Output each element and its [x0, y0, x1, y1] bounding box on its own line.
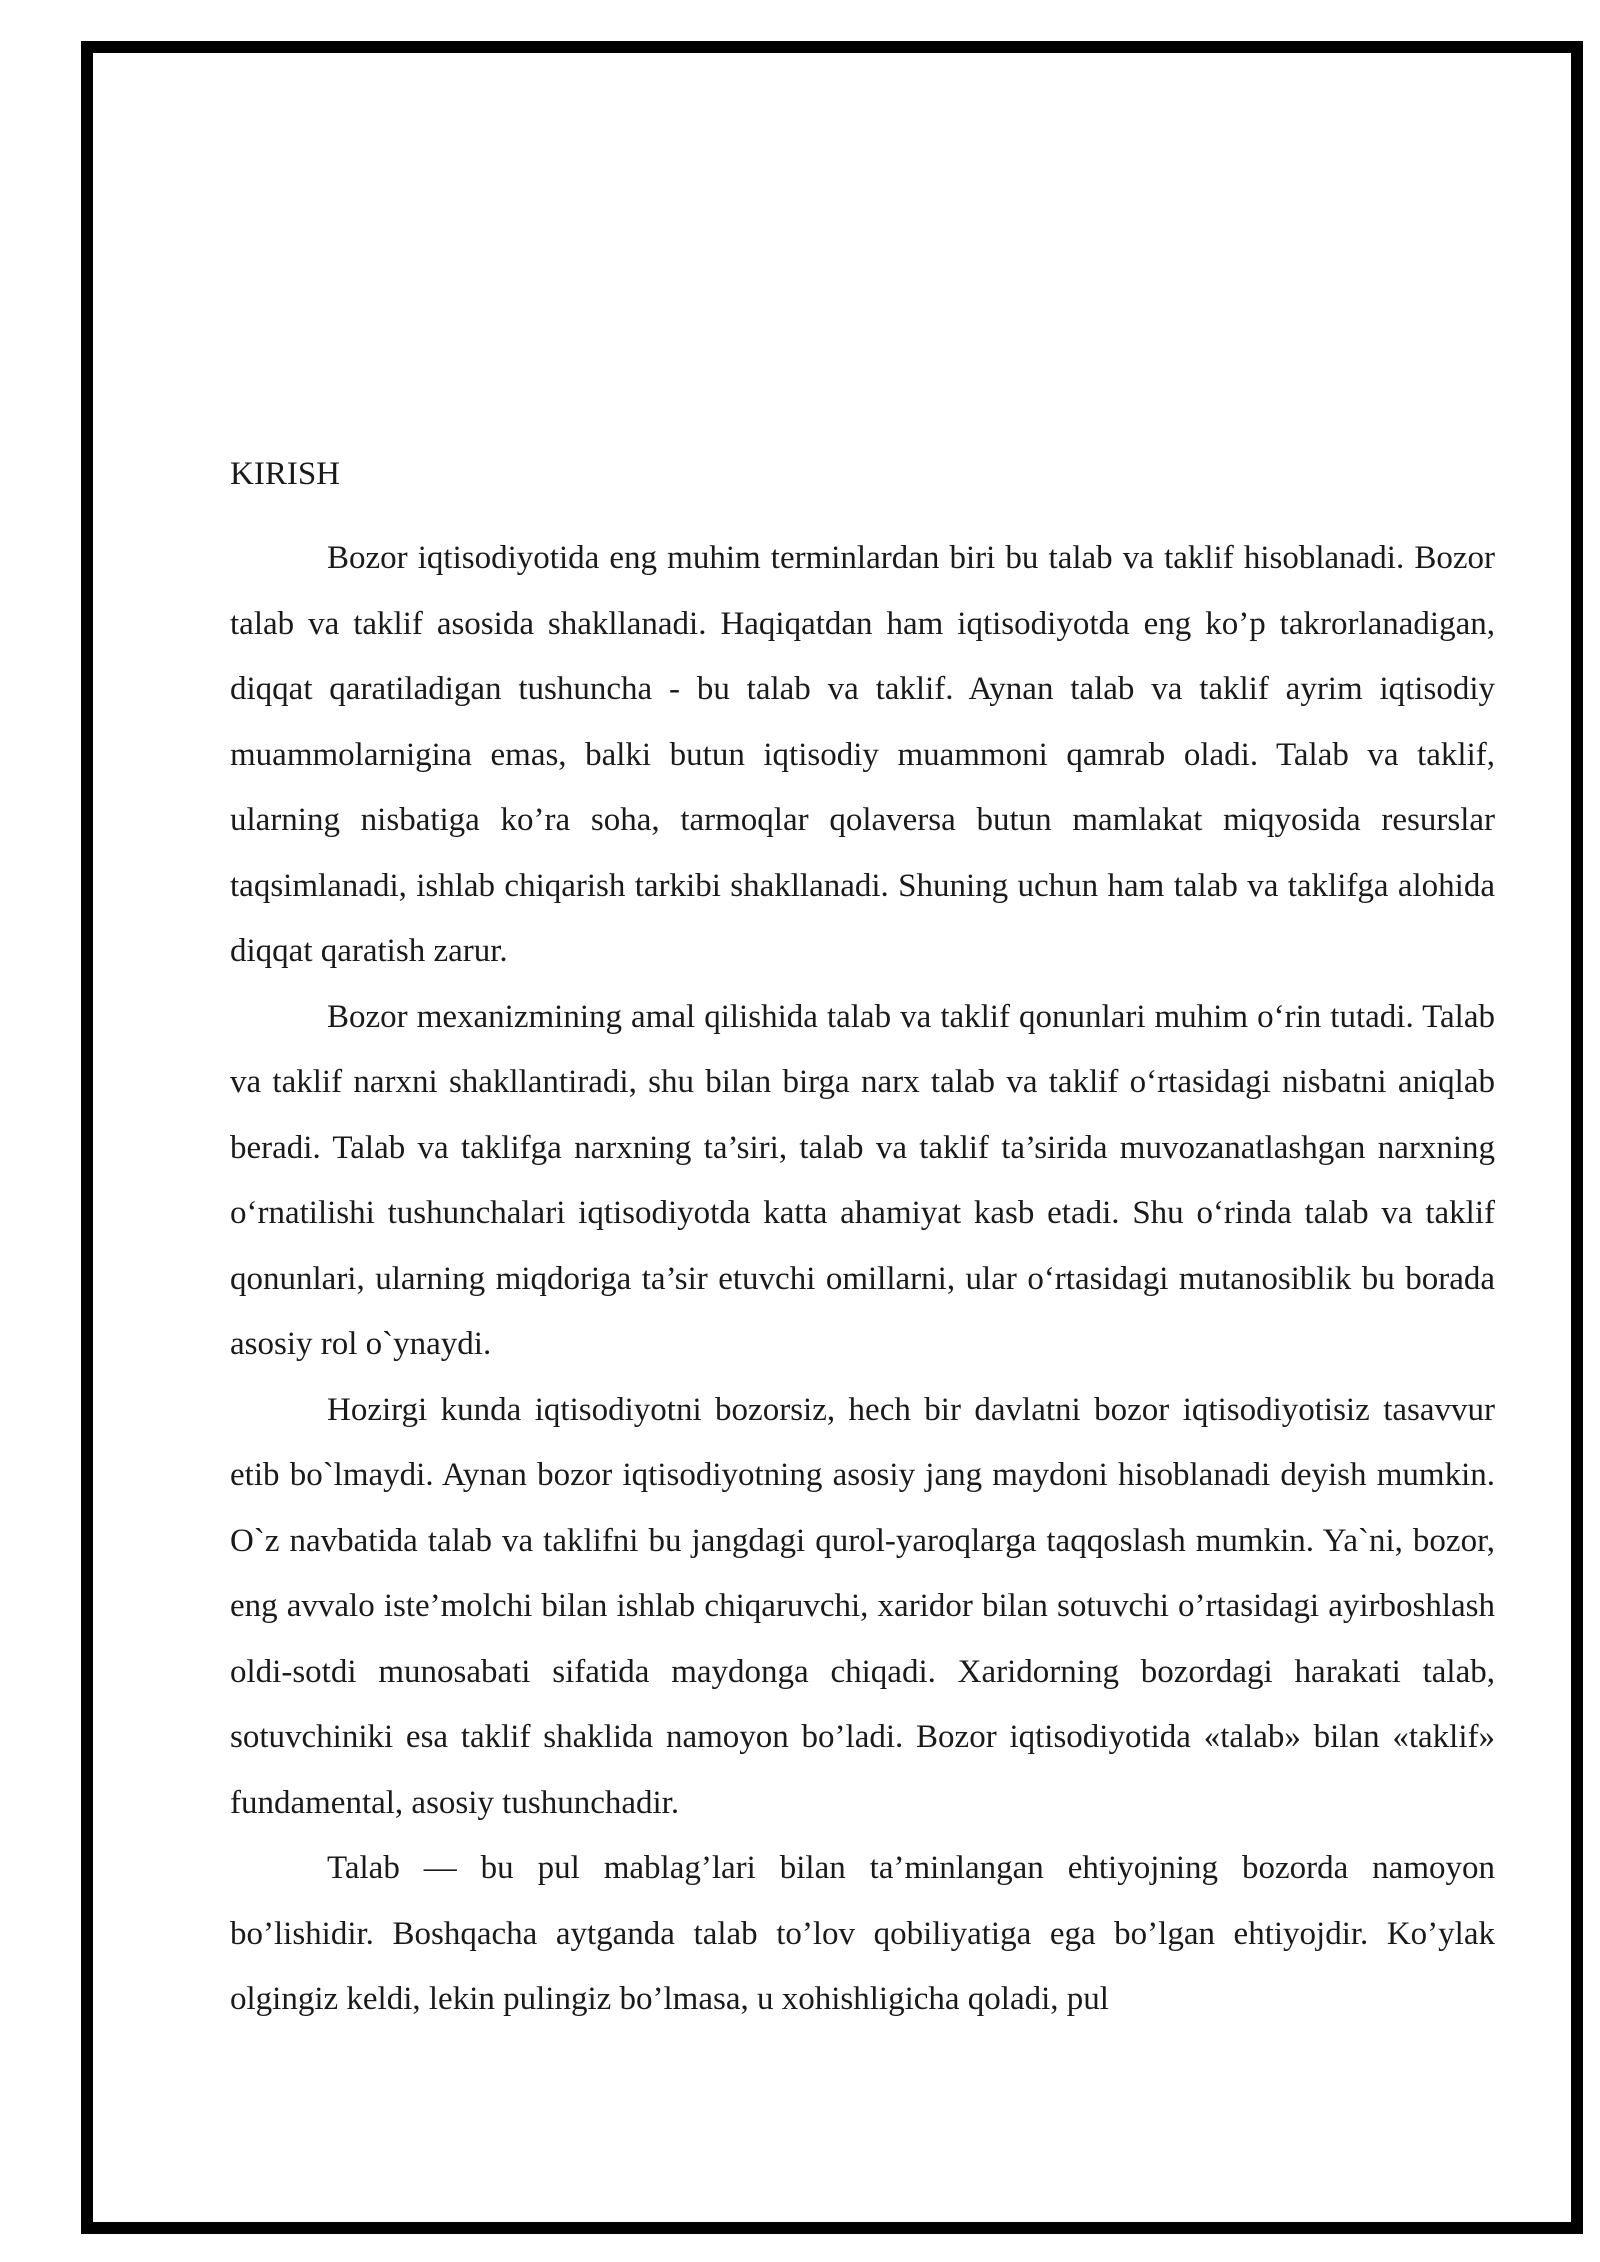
section-heading: KIRISH	[230, 456, 341, 492]
paragraph-3: Hozirgi kunda iqtisodiyotni bozorsiz, hech bir davlatni bozor iqtisodiyotisiz tasavvur etib bo`lmaydi. Aynan bozor iqtisodiyotning asosiy jang maydoni hisoblanadi deyish mumkin. O`z navbatida talab va taklifni bu jangdagi qurol-yaroqlarga taqqoslash mumkin. Ya`ni, bozor, eng avvalo iste’molchi bilan ishlab chiqaruvchi, xaridor bilan sotuvchi o’rtasidagi ayirboshlash oldi-sotdi munosabati sifatida maydonga chiqadi. Xaridorning bozordagi harakati talab, sotuvchiniki esa taklif shaklida namoyon bo’ladi. Bozor iqtisodiyotida «talab» bilan «taklif» fundamental, asosiy tushunchadir.	[230, 1391, 1495, 1821]
paragraph-4: Talab — bu pul mablag’lari bilan ta’minlangan ehtiyojning bozorda namoyon bo’lishidir. Boshqacha aytganda talab to’lov qobiliyatiga ega bo’lgan ehtiyojdir. Ko’ylak olgingiz keldi, lekin pulingiz bo’lmasa, u xohishligicha qoladi, pul	[230, 1850, 1495, 2017]
paragraph-1: Bozor iqtisodiyotida eng muhim terminlardan biri bu talab va taklif hisoblanadi. Bozor talab va taklif asosida shakllanadi. Haqiqatdan ham iqtisodiyotda eng ko’p takrorlanadigan, diqqat qaratiladigan tushuncha - bu talab va taklif. Aynan talab va taklif ayrim iqtisodiy muammolarnigina emas, balki butun iqtisodiy muammoni qamrab oladi. Talab va taklif, ularning nisbatiga ko’ra soha, tarmoqlar qolaversa butun mamlakat miqyosida resurslar taqsimlanadi, ishlab chiqarish tarkibi shakllanadi. Shuning uchun ham talab va taklifga alohida diqqat qaratish zarur.	[230, 540, 1495, 969]
document-body	[230, 450, 1495, 2033]
paragraph-2: Bozor mexanizmining amal qilishida talab va taklif qonunlari muhim o‘rin tutadi. Talab va taklif narxni shakllantiradi, shu bilan birga narx talab va taklif o‘rtasidagi nisbatni aniqlab beradi. Talab va taklifga narxning ta’siri, talab va taklif ta’sirida muvozanatlashgan narxning o‘rnatilishi tushunchalari iqtisodiyotda katta ahamiyat kasb etadi. Shu o‘rinda talab va taklif qonunlari, ularning miqdoriga ta’sir etuvchi omillarni, ular o‘rtasidagi mutanosiblik bu borada asosiy rol o`ynaydi.	[230, 998, 1495, 1362]
